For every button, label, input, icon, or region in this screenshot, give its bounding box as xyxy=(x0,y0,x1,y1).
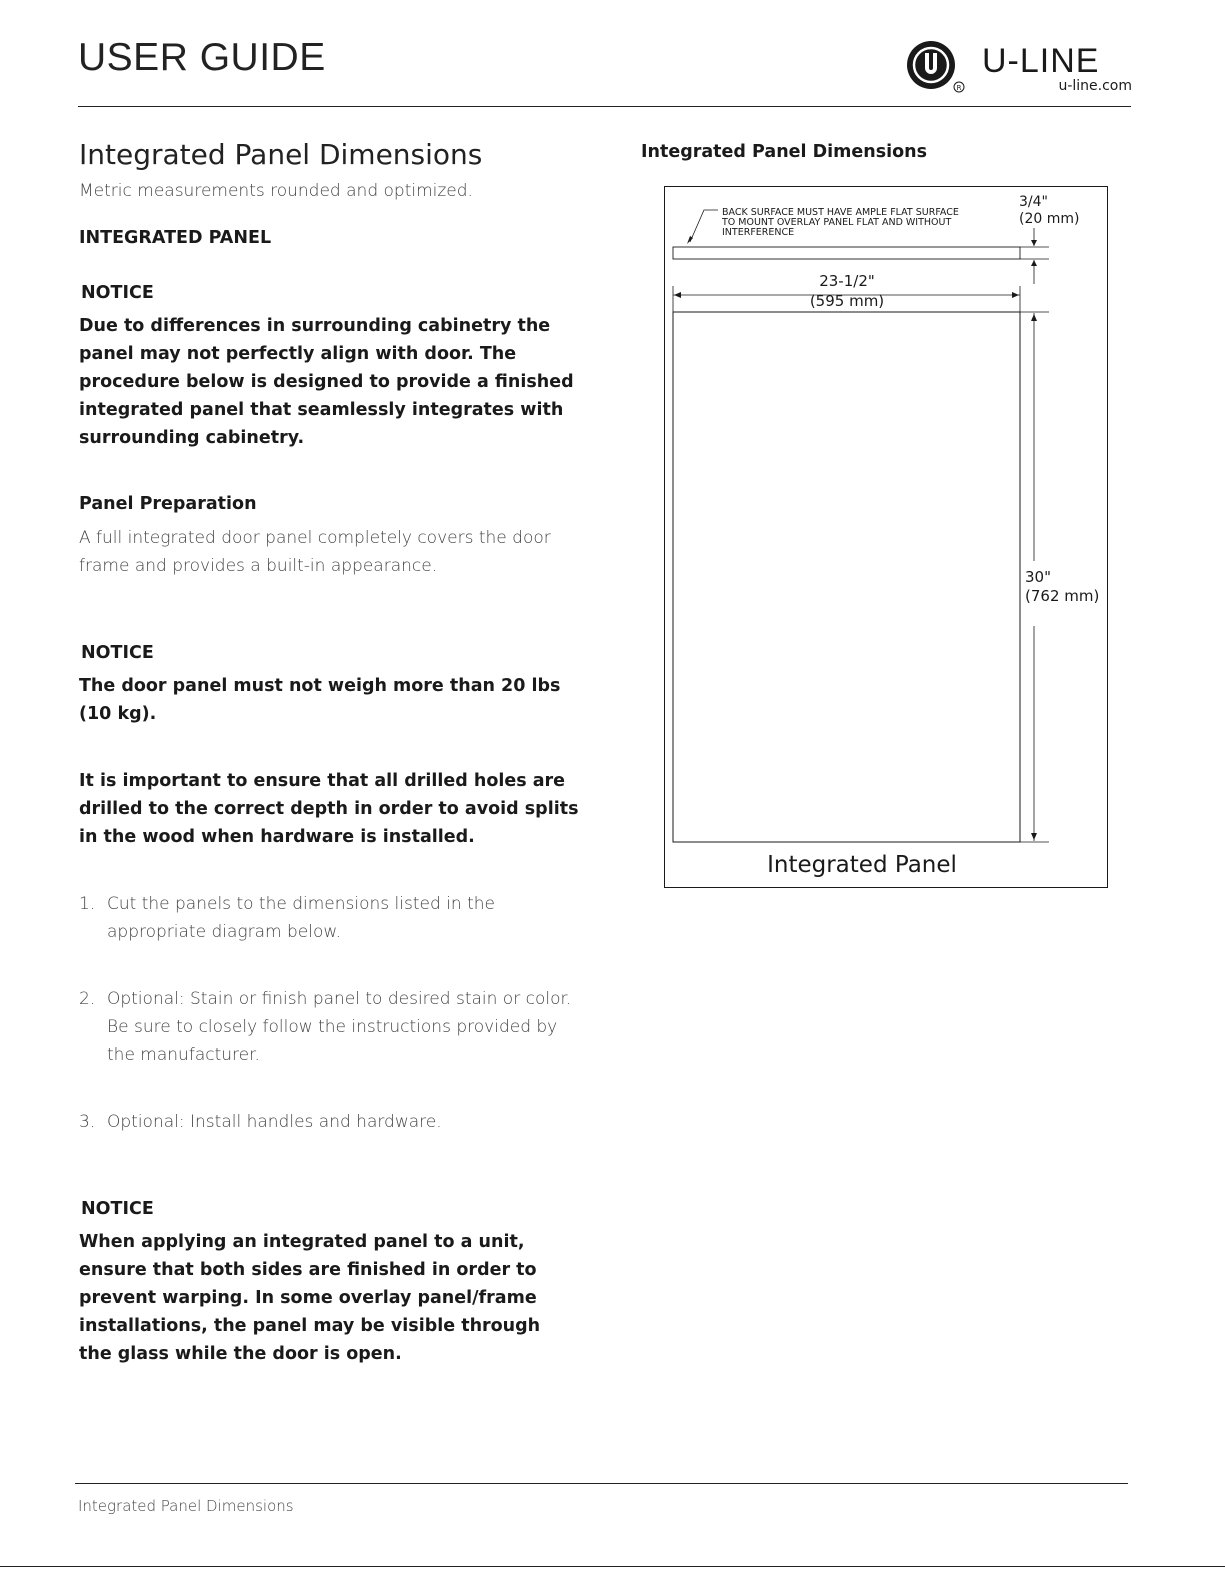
step-number: 3. xyxy=(79,1112,96,1132)
width-mm-label: (595 mm) xyxy=(809,292,885,310)
notice-text-2: The door panel must not weigh more than 20 lbs (10 kg). xyxy=(79,676,561,724)
page-bottom-rule xyxy=(0,1566,1225,1567)
notice-text-3: When applying an integrated panel to a unit, ensure that both sides are finished in order to prevent warping. In some overlay panel/frame installations, the panel may be visible through the glass while the door is open. xyxy=(79,1232,541,1364)
header-rule xyxy=(78,106,1131,107)
list-item xyxy=(79,985,579,1075)
panel-front-view xyxy=(673,312,1020,842)
thickness-mm-label: (20 mm) xyxy=(1019,211,1080,227)
step-text: Cut the panels to the dimensions listed in the appropriate diagram below. xyxy=(107,894,495,942)
logo-url[interactable]: u-line.com xyxy=(1058,78,1132,94)
height-mm-label: (762 mm) xyxy=(1025,587,1100,605)
panel-preparation-heading: Panel Preparation xyxy=(79,494,257,514)
step-text: Optional: Install handles and hardware. xyxy=(107,1112,442,1132)
important-text: It is important to ensure that all drilled holes are drilled to the correct depth in order to avoid splits in the wood when hardware is installed. xyxy=(79,771,579,847)
logo-wordmark: U-LINE xyxy=(982,42,1100,80)
diagram-title: Integrated Panel Dimensions xyxy=(641,142,928,162)
brand-logo[interactable] xyxy=(906,38,1138,96)
svg-text:R: R xyxy=(956,84,962,92)
width-inch-label: 23-1/2" xyxy=(819,272,875,290)
height-inch-label: 30" xyxy=(1025,568,1051,586)
diagram-caption: Integrated Panel xyxy=(767,852,957,878)
notice-label-1: NOTICE xyxy=(81,283,154,303)
thickness-inch-label: 3/4" xyxy=(1019,194,1048,210)
section-heading: Integrated Panel Dimensions xyxy=(79,138,483,171)
subheading-integrated-panel: INTEGRATED PANEL xyxy=(79,228,272,248)
note-line-3: INTERFERENCE xyxy=(722,227,795,238)
step-number: 2. xyxy=(79,989,96,1009)
guide-title: USER GUIDE xyxy=(78,36,326,79)
notice-text-1: Due to differences in surrounding cabinetry the panel may not perfectly align with door. The procedure below is designed to provide a finished integrated panel that seamlessly integrates with surrounding cabinetry. xyxy=(79,316,574,448)
list-item xyxy=(79,890,579,950)
footer-text: Integrated Panel Dimensions xyxy=(78,1497,294,1515)
diagram-frame xyxy=(665,187,1108,888)
footer-rule xyxy=(75,1483,1128,1484)
note-leader xyxy=(690,210,718,242)
step-text: Optional: Stain or finish panel to desired stain or color. Be sure to closely follow the instructions provided by the manufacturer. xyxy=(107,989,572,1065)
note-line-1: BACK SURFACE MUST HAVE AMPLE FLAT SURFACE xyxy=(722,207,959,218)
panel-edge-view xyxy=(673,247,1020,259)
step-number: 1. xyxy=(79,894,96,914)
notice-label-3: NOTICE xyxy=(81,1199,154,1219)
notice-label-2: NOTICE xyxy=(81,643,154,663)
list-item xyxy=(79,1108,579,1138)
note-line-2: TO MOUNT OVERLAY PANEL FLAT AND WITHOUT xyxy=(722,217,952,228)
intro-text: Metric measurements rounded and optimized. xyxy=(79,181,473,201)
panel-preparation-text: A full integrated door panel completely covers the door frame and provides a built-in appearance. xyxy=(79,528,551,576)
u-line-logo-mark-icon xyxy=(906,38,968,96)
panel-dimension-diagram xyxy=(664,186,1108,888)
